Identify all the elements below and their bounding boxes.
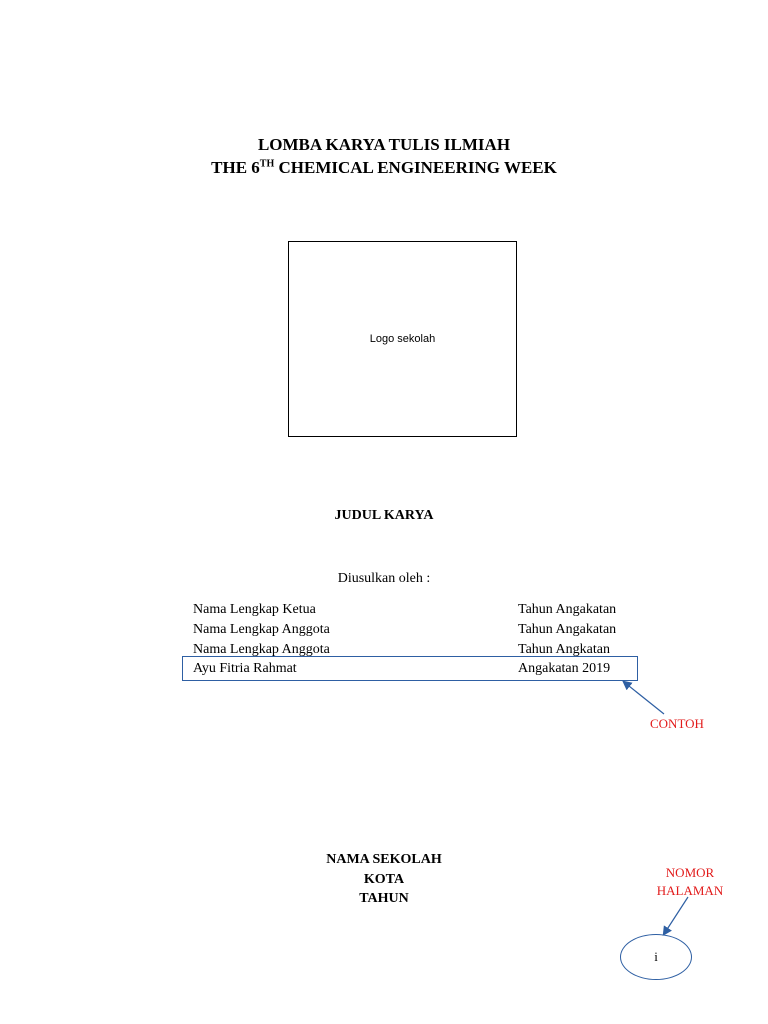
title-line-2-suffix: CHEMICAL ENGINEERING WEEK <box>274 158 557 177</box>
city-name: KOTA <box>363 872 405 887</box>
member-year-4: Angakatan 2019 <box>518 661 611 676</box>
page-number-annotation-line-1: NOMOR <box>665 865 715 880</box>
title-line-2-prefix: THE 6 <box>211 158 260 177</box>
proposed-by-label: Diusulkan oleh : <box>337 571 431 586</box>
member-name-1: Nama Lengkap Ketua <box>193 602 316 617</box>
title-line-1: LOMBA KARYA TULIS ILMIAH <box>257 135 511 154</box>
page-number-circle <box>620 934 692 980</box>
member-year-2: Tahun Angakatan <box>518 622 617 637</box>
page-number: i <box>654 949 658 964</box>
member-name-4: Ayu Fitria Rahmat <box>193 661 297 676</box>
title-line-2-superscript: TH <box>259 158 275 170</box>
page-number-annotation-line-2: HALAMAN <box>656 883 724 898</box>
school-name: NAMA SEKOLAH <box>326 852 442 867</box>
member-name-3: Nama Lengkap Anggota <box>193 642 330 657</box>
page-number-annotation <box>640 864 740 900</box>
member-year-3: Tahun Angkatan <box>518 642 610 657</box>
member-year-1: Tahun Angakatan <box>518 602 617 617</box>
member-name-2: Nama Lengkap Anggota <box>193 622 330 637</box>
example-arrow <box>624 682 664 714</box>
logo-placeholder-label: Logo sekolah <box>369 333 436 345</box>
example-label: CONTOH <box>650 716 704 731</box>
work-title: JUDUL KARYA <box>334 508 434 523</box>
year-label: TAHUN <box>359 891 409 906</box>
